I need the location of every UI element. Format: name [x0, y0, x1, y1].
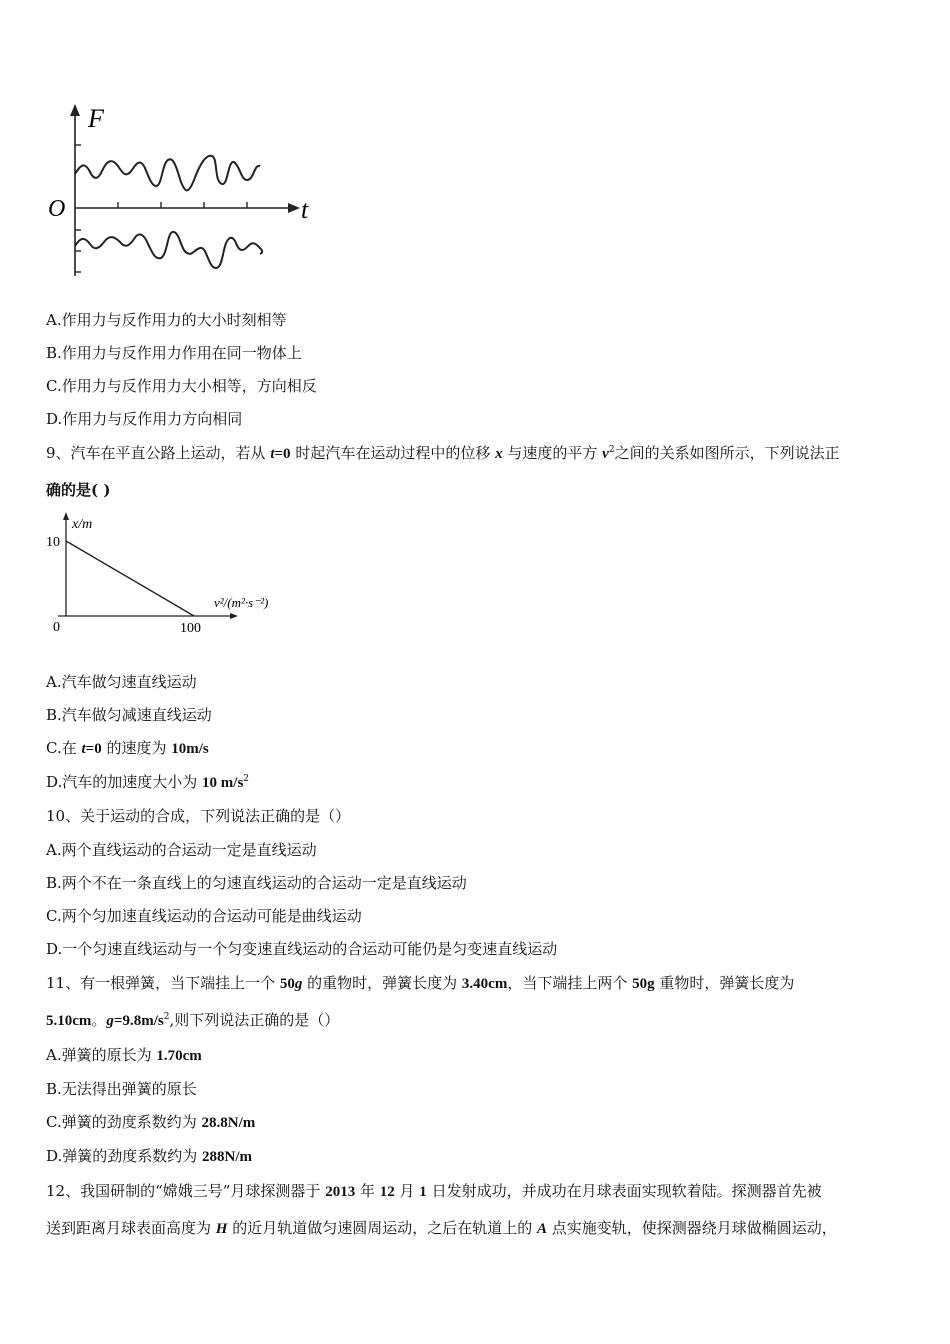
q8-option-b: B.作用力与反作用力作用在同一物体上: [46, 344, 302, 362]
x-tick-100: 100: [180, 621, 201, 636]
f-axis-label: F: [88, 104, 104, 133]
q9-option-b: B.汽车做匀减速直线运动: [46, 706, 212, 724]
q10-option-b: B.两个不在一条直线上的匀速直线运动的合运动一定是直线运动: [46, 874, 467, 892]
q11-option-b: B.无法得出弹簧的原长: [46, 1080, 197, 1098]
q11-option-a: A.弹簧的原长为 1.70cm: [46, 1046, 202, 1064]
x-axis-arrow: [63, 512, 69, 520]
q12-stem-line1: 12、我国研制的“嫦娥三号”月球探测器于 2013 年 12 月 1 日发射成功，并成功在月球表面实现软着陆。探测器首先被: [46, 1182, 822, 1200]
q8-option-d: D.作用力与反作用力方向相同: [46, 410, 243, 428]
q8-option-c: C.作用力与反作用力大小相等，方向相反: [46, 377, 317, 395]
q9-option-c: C.在 t=0 的速度为 10m/s: [46, 739, 209, 757]
q10-option-a: A.两个直线运动的合运动一定是直线运动: [46, 841, 317, 859]
q9-option-d: D.汽车的加速度大小为 10 $m/s^2$: [46, 773, 250, 791]
y-tick-10: 10: [46, 535, 60, 550]
q11-option-d: D.弹簧的劲度系数约为 288N/m: [46, 1147, 253, 1165]
t-axis-arrow: [288, 203, 300, 213]
t-axis-label: t: [301, 195, 309, 224]
origin-label: O: [48, 196, 66, 222]
q11-stem-line2: 5.10cm。$g=9.8m/s^2$,则下列说法正确的是（）: [46, 1011, 340, 1029]
force-time-figure: [44, 100, 324, 285]
q9-stem-line1: 9、汽车在平直公路上运动，若从 t=0 时起汽车在运动过程中的位移 x 与速度的平方 $v^2$之间的关系如图所示，下列说法正: [46, 444, 840, 462]
q10-option-c: C.两个匀加速直线运动的合运动可能是曲线运动: [46, 907, 362, 925]
q11-option-c: C.弹簧的劲度系数约为 28.8N/m: [46, 1113, 256, 1131]
origin-zero: 0: [53, 620, 60, 635]
v2-axis-arrow: [230, 613, 238, 619]
displacement-velocity-figure: [44, 512, 294, 637]
x-v2-line: [66, 541, 194, 616]
q12-stem-line2: 送到距离月球表面高度为 H 的近月轨道做匀速圆周运动，之后在轨道上的 A 点实施变轨，使探测器绕月球做椭圆运动，: [46, 1219, 837, 1237]
f-axis-arrow: [70, 104, 80, 116]
v2-axis-label: v²/(m²·s⁻²): [214, 595, 269, 610]
q10-stem: 10、关于运动的合成，下列说法正确的是（）: [46, 807, 351, 825]
action-force-curve: [75, 156, 260, 191]
x-axis-label: x/m: [72, 517, 93, 532]
q10-option-d: D.一个匀速直线运动与一个匀变速直线运动的合运动可能仍是匀变速直线运动: [46, 940, 558, 958]
q8-option-a: A.作用力与反作用力的大小时刻相等: [46, 311, 287, 329]
q9-stem-line2: 确的是( ): [46, 481, 111, 499]
reaction-force-curve: [75, 232, 262, 268]
q9-option-a: A.汽车做匀速直线运动: [46, 673, 197, 691]
q11-stem-line1: 11、有一根弹簧，当下端挂上一个 50g 的重物时，弹簧长度为 3.40cm，当下端挂上两个 50g 重物时，弹簧长度为: [46, 974, 795, 992]
